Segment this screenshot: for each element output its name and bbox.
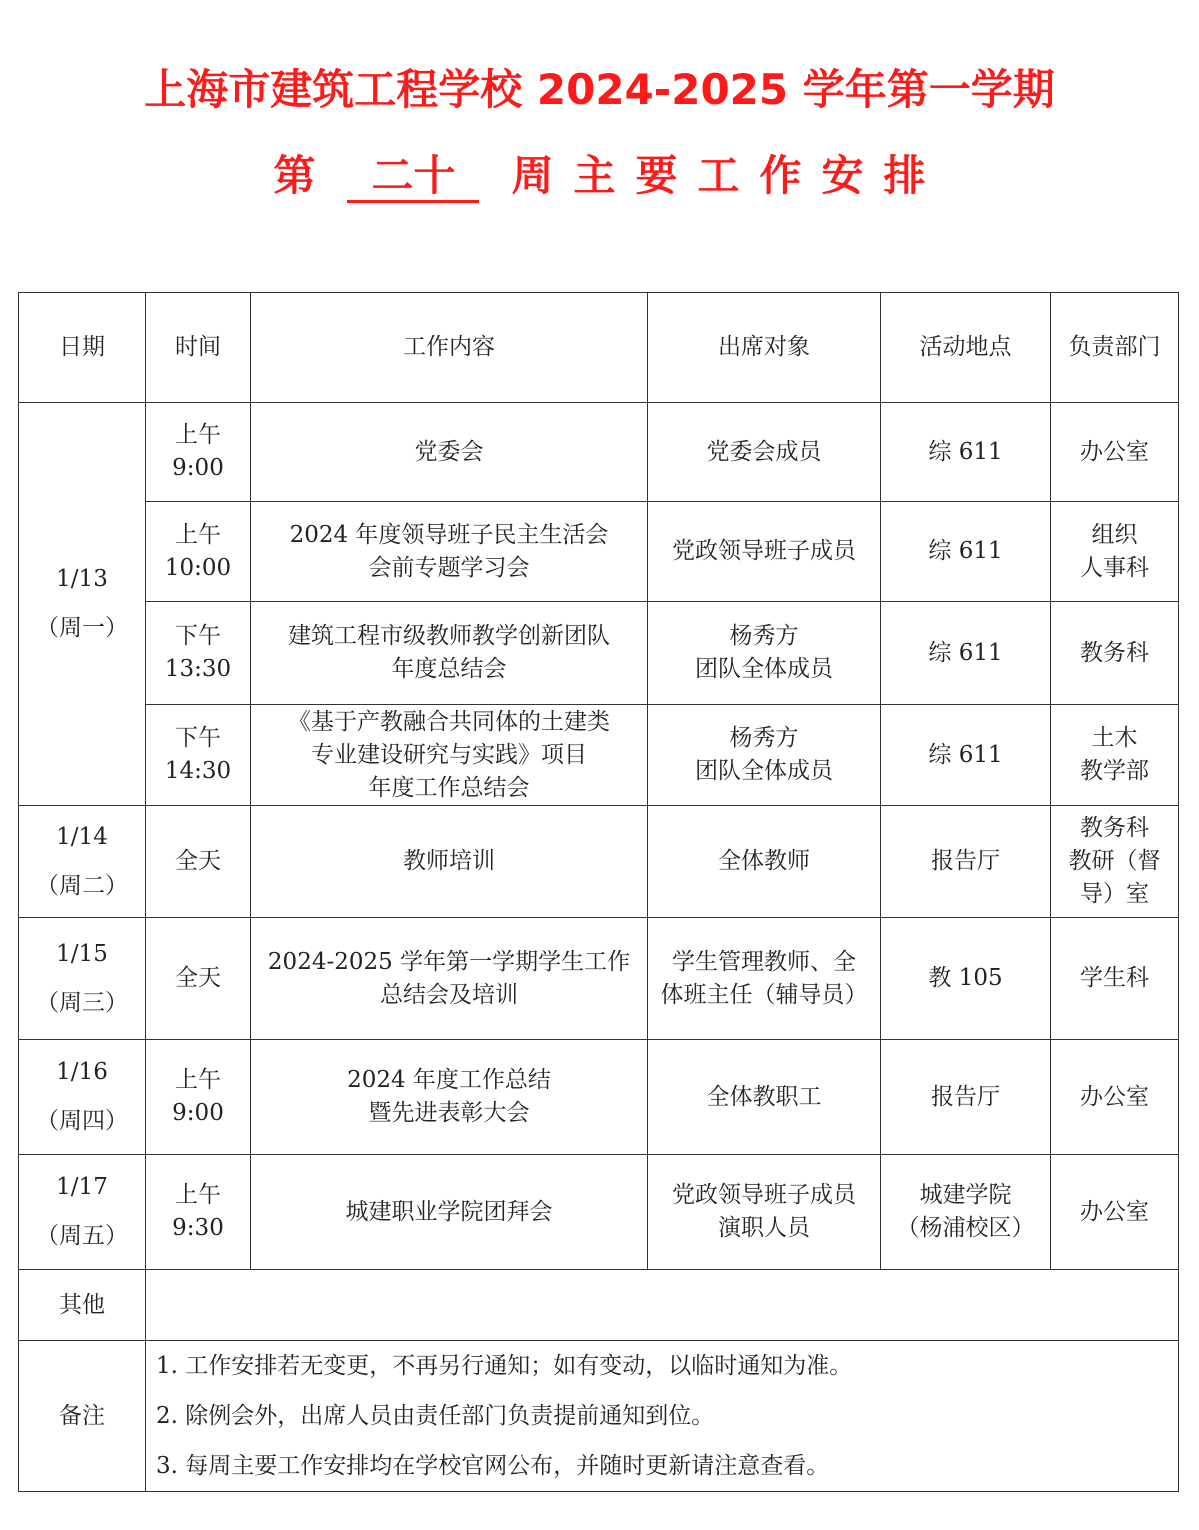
table-row xyxy=(19,1155,1179,1270)
dept-cell: 办公室 xyxy=(1051,1040,1179,1155)
dept-cell: 组织 人事科 xyxy=(1051,502,1179,602)
subtitle-char: 作 xyxy=(759,151,802,200)
table-row xyxy=(19,602,1179,705)
time-cell: 全天 xyxy=(146,806,251,918)
subtitle-prefix: 第 xyxy=(273,151,316,200)
date-cell xyxy=(19,403,146,806)
dept-cell: 教务科 xyxy=(1051,602,1179,705)
table-row xyxy=(19,705,1179,806)
date-text: 1/14 xyxy=(56,823,108,850)
schedule-table xyxy=(18,292,1179,1492)
date-text: 1/17 xyxy=(56,1174,108,1200)
table-row xyxy=(19,403,1179,502)
attendees-cell: 党政领导班子成员 xyxy=(648,502,881,602)
content-cell: 城建职业学院团拜会 xyxy=(251,1155,648,1270)
date-cell xyxy=(19,1155,146,1270)
header-content: 工作内容 xyxy=(251,293,648,403)
date-text: 1/13 xyxy=(56,566,108,592)
time-cell: 上午 9:00 xyxy=(146,403,251,502)
note-item: 3. 每周主要工作安排均在学校官网公布，并随时更新请注意查看。 xyxy=(156,1453,830,1479)
attendees-cell: 党政领导班子成员 演职人员 xyxy=(648,1155,881,1270)
time-cell: 上午 10:00 xyxy=(146,502,251,602)
content-cell: 2024 年度领导班子民主生活会 会前专题学习会 xyxy=(251,502,648,602)
location-cell: 综 611 xyxy=(881,705,1051,806)
weekday-text: （周二） xyxy=(36,872,128,899)
time-cell: 全天 xyxy=(146,918,251,1040)
dept-cell: 教务科 教研（督 导）室 xyxy=(1051,806,1179,918)
attendees-cell: 杨秀方 团队全体成员 xyxy=(648,705,881,806)
other-row xyxy=(19,1270,1179,1341)
table-row xyxy=(19,806,1179,918)
table-row xyxy=(19,1040,1179,1155)
attendees-cell: 党委会成员 xyxy=(648,403,881,502)
week-number: 二十 xyxy=(347,152,479,203)
notes-list xyxy=(146,1341,1179,1492)
note-item: 2. 除例会外，出席人员由责任部门负责提前通知到位。 xyxy=(156,1403,715,1429)
time-cell: 下午 14:30 xyxy=(146,705,251,806)
other-label: 其他 xyxy=(19,1270,146,1341)
location-cell: 教 105 xyxy=(881,918,1051,1040)
time-cell: 下午 13:30 xyxy=(146,602,251,705)
document-subtitle xyxy=(0,146,1199,206)
content-cell: 建筑工程市级教师教学创新团队 年度总结会 xyxy=(251,602,648,705)
location-cell: 综 611 xyxy=(881,602,1051,705)
content-cell: 2024-2025 学年第一学期学生工作 总结会及培训 xyxy=(251,918,648,1040)
dept-cell: 办公室 xyxy=(1051,1155,1179,1270)
header-dept: 负责部门 xyxy=(1051,293,1179,403)
dept-cell: 土木 教学部 xyxy=(1051,705,1179,806)
content-cell: 党委会 xyxy=(251,403,648,502)
weekday-text: （周一） xyxy=(36,615,128,641)
header-row xyxy=(19,293,1179,403)
subtitle-char: 排 xyxy=(883,151,926,200)
header-location: 活动地点 xyxy=(881,293,1051,403)
header-attendees: 出席对象 xyxy=(648,293,881,403)
date-cell xyxy=(19,806,146,918)
document-title: 上海市建筑工程学校 2024-2025 学年第一学期 xyxy=(144,65,1055,114)
subtitle-char: 主 xyxy=(573,151,616,200)
notes-row xyxy=(19,1341,1179,1492)
weekday-text: （周三） xyxy=(36,989,128,1016)
date-cell xyxy=(19,918,146,1040)
subtitle-char: 周 xyxy=(511,151,554,200)
content-cell: 《基于产教融合共同体的土建类 专业建设研究与实践》项目 年度工作总结会 xyxy=(251,705,648,806)
weekday-text: （周四） xyxy=(36,1108,128,1134)
table-row xyxy=(19,918,1179,1040)
date-text: 1/16 xyxy=(56,1059,108,1085)
attendees-cell: 杨秀方 团队全体成员 xyxy=(648,602,881,705)
date-cell xyxy=(19,1040,146,1155)
note-item: 1. 工作安排若无变更，不再另行通知；如有变动，以临时通知为准。 xyxy=(156,1353,853,1379)
subtitle-char: 安 xyxy=(821,151,864,200)
time-cell: 上午 9:30 xyxy=(146,1155,251,1270)
weekday-text: （周五） xyxy=(36,1223,128,1249)
notes-label: 备注 xyxy=(19,1341,146,1492)
location-cell: 报告厅 xyxy=(881,1040,1051,1155)
attendees-cell: 学生管理教师、全 体班主任（辅导员） xyxy=(648,918,881,1040)
subtitle-char: 要 xyxy=(635,151,678,200)
date-text: 1/15 xyxy=(56,940,108,967)
attendees-cell: 全体教职工 xyxy=(648,1040,881,1155)
dept-cell: 学生科 xyxy=(1051,918,1179,1040)
location-cell: 综 611 xyxy=(881,403,1051,502)
table-row xyxy=(19,502,1179,602)
other-value xyxy=(146,1270,1179,1341)
location-cell: 综 611 xyxy=(881,502,1051,602)
dept-cell: 办公室 xyxy=(1051,403,1179,502)
location-cell: 报告厅 xyxy=(881,806,1051,918)
time-cell: 上午 9:00 xyxy=(146,1040,251,1155)
location-cell: 城建学院 （杨浦校区） xyxy=(881,1155,1051,1270)
content-cell: 2024 年度工作总结 暨先进表彰大会 xyxy=(251,1040,648,1155)
attendees-cell: 全体教师 xyxy=(648,806,881,918)
header-date: 日期 xyxy=(19,293,146,403)
subtitle-char: 工 xyxy=(697,151,740,200)
content-cell: 教师培训 xyxy=(251,806,648,918)
header-time: 时间 xyxy=(146,293,251,403)
